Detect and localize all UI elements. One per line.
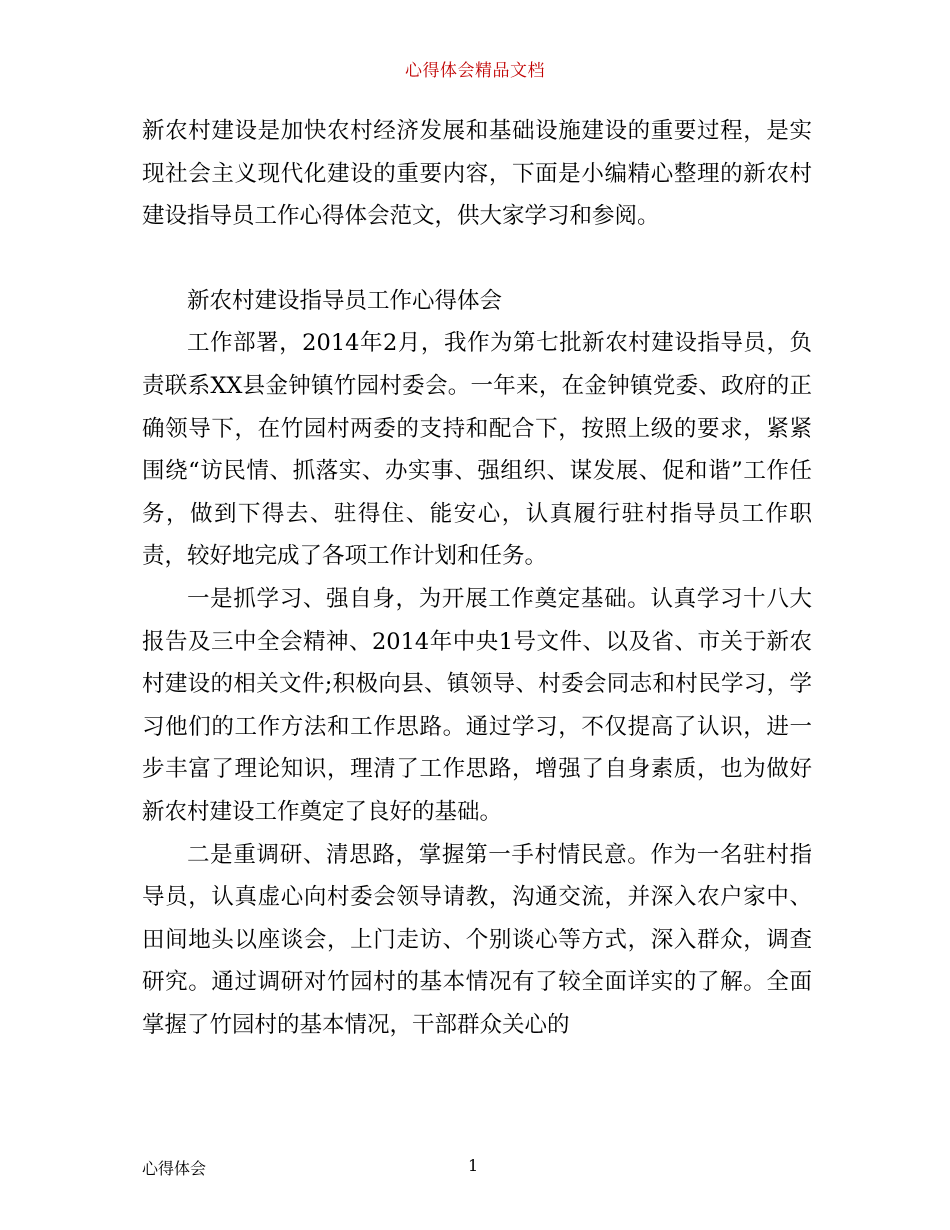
- intro-paragraph: 新农村建设是加快农村经济发展和基础设施建设的重要过程，是实现社会主义现代化建设的重要内容，下面是小编精心整理的新农村建设指导员工作心得体会范文，供大家学习和参阅。: [142, 118, 812, 230]
- section-heading: 新农村建设指导员工作心得体会: [187, 287, 503, 314]
- footer-label: 心得体会: [142, 1159, 207, 1178]
- document-body: [142, 110, 812, 1046]
- body-paragraph-1: 工作部署，2014年2月，我作为第七批新农村建设指导员，负责联系XX县金钟镇竹园村委会。一年来，在金钟镇党委、政府的正确领导下，在竹园村两委的支持和配合下，按照上级的要求，紧紧围绕“访民情、抓落实、办实事、强组织、谋发展、促和谐”工作任务，做到下得去、驻得住、能安心，认真履行驻村指导员工作职责，较好地完成了各项工作计划和任务。: [142, 330, 812, 570]
- page-number: 1: [468, 1156, 479, 1175]
- body-paragraph-2: 一是抓学习、强自身，为开展工作奠定基础。认真学习十八大报告及三中全会精神、2014年中央1号文件、以及省、市关于新农村建设的相关文件;积极向县、镇领导、村委会同志和村民学习，学习他们的工作方法和工作思路。通过学习，不仅提高了认识，进一步丰富了理论知识，理清了工作思路，增强了自身素质，也为做好新农村建设工作奠定了良好的基础。: [142, 585, 812, 825]
- header-title: 心得体会精品文档: [405, 61, 545, 81]
- body-paragraph-3: 二是重调研、清思路，掌握第一手村情民意。作为一名驻村指导员，认真虚心向村委会领导请教，沟通交流，并深入农户家中、田间地头以座谈会，上门走访、个别谈心等方式，深入群众，调查研究。通过调研对竹园村的基本情况有了较全面详实的了解。全面掌握了竹园村的基本情况，干部群众关心的: [142, 841, 812, 1038]
